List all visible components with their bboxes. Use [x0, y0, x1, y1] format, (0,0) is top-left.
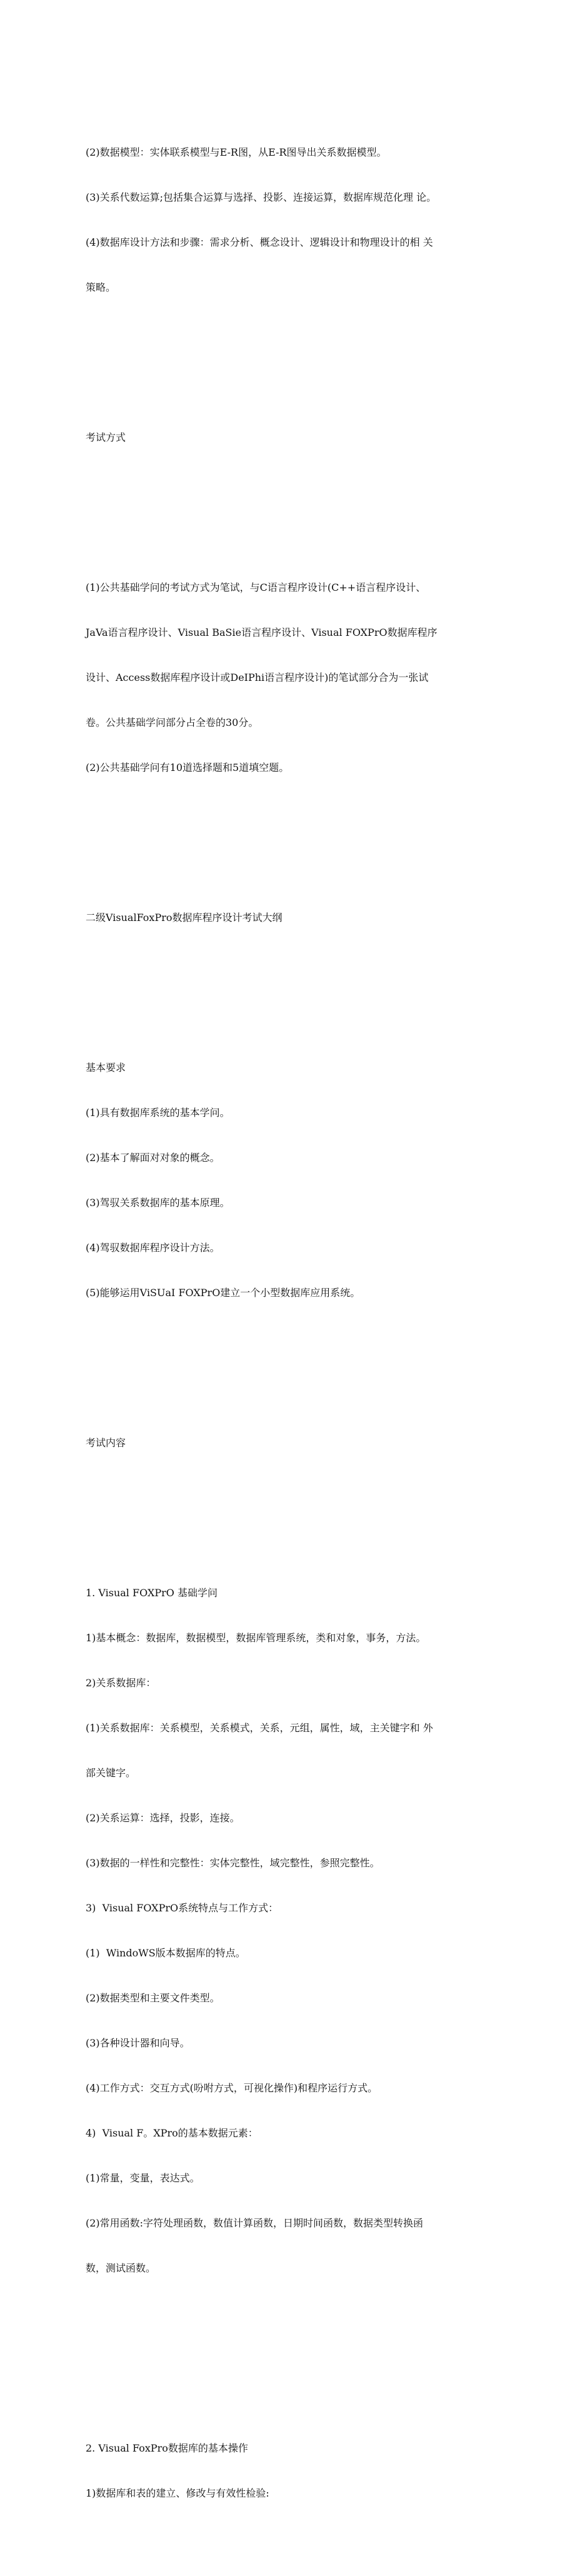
text-line: 部关键字。: [86, 1767, 136, 1779]
text-line: (3)数据的一样性和完整性：实体完整性，域完整性，参照完整性。: [86, 1857, 380, 1869]
section-heading-exam-method: 考试方式: [86, 431, 126, 443]
text-line: (1)具有数据库系统的基本学问。: [86, 1107, 230, 1119]
spacer: [86, 850, 498, 865]
text-line: (3)关系代数运算;包括集合运算与选择、投影、连接运算，数据库规范化理 论。: [86, 191, 437, 203]
intro-section: [86, 115, 498, 325]
text-line: (3)各种设计器和向导。: [86, 2037, 190, 2049]
text-line: 1)基本概念：数据库，数据模型，数据库管理系统，类和对象，事务，方法。: [86, 1632, 426, 1644]
subsection-heading: 1. Visual FOXPrO 基础学问: [86, 1587, 218, 1599]
section-heading-exam-content: 考试内容: [86, 1437, 126, 1449]
text-line: (4)工作方式：交互方式(吩咐方式，可视化操作)和程序运行方式。: [86, 2082, 378, 2094]
text-line: (4)驾驭数据库程序设计方法。: [86, 1242, 220, 1254]
spacer: [86, 1496, 498, 1511]
text-line: (4)数据库设计方法和步骤：需求分析、概念设计、逻辑设计和物理设计的相 关: [86, 236, 433, 248]
text-line: 设计、Access数据库程序设计或DeIPhi语言程序设计)的笔试部分合为一张试: [86, 672, 429, 683]
text-line: (2)关系运算：选择，投影，连接。: [86, 1812, 240, 1824]
exam-method-section: [86, 550, 498, 805]
text-line: (3)驾驭关系数据库的基本原理。: [86, 1197, 230, 1209]
text-line: 数，测试函数。: [86, 2262, 156, 2274]
text-line: JaVa语言程序设计、Visual BaSie语言程序设计、Visual FOXPrO数据库程序: [86, 626, 438, 638]
text-line: (1) WindoWS版本数据库的特点。: [86, 1947, 246, 1959]
document-title: 二级VisualFoxPro数据库程序设计考试大纲: [86, 912, 282, 923]
basic-requirements-section: [86, 1030, 498, 1331]
subsection-heading: 2. Visual FoxPro数据库的基本操作: [86, 2442, 248, 2454]
text-line: (2)基本了解面对对象的概念。: [86, 1152, 220, 1164]
exam-content-part-2: [86, 2411, 498, 2531]
text-line: 3) Visual FOXPrO系统特点与工作方式：: [86, 1902, 279, 1914]
spacer: [86, 370, 498, 385]
text-line: 1)数据库和表的建立、修改与有效性检验:: [86, 2487, 269, 2499]
text-line: (2)公共基础学问有10道选择题和5道填空题。: [86, 762, 289, 773]
text-line: (1)常量，变量，表达式。: [86, 2172, 200, 2184]
text-line: (1)公共基础学问的考试方式为笔试，与C语言程序设计(C++语言程序设计、: [86, 581, 426, 593]
spacer: [86, 2351, 498, 2366]
text-line: (5)能够运用ViSUaI FOXPrO建立一个小型数据库应用系统。: [86, 1287, 361, 1299]
text-line: (2)常用函数:字符处理函数，数值计算函数，日期时间函数，数据类型转换函: [86, 2217, 424, 2229]
text-line: (1)关系数据库：关系模型，关系模式，关系，元组，属性，域，主关键字和 外: [86, 1722, 433, 1734]
document-body: [86, 70, 498, 2576]
text-line: (2)数据类型和主要文件类型。: [86, 1992, 220, 2004]
spacer: [86, 490, 498, 505]
text-line: 4) Visual F。XPro的基本数据元素：: [86, 2127, 258, 2139]
spacer: [86, 970, 498, 985]
exam-content-part-1: [86, 1556, 498, 2306]
section-heading-basic-requirements: 基本要求: [86, 1062, 126, 1074]
text-line: (2)数据模型：实体联系模型与E-R图，从E-R图导出关系数据模型。: [86, 146, 387, 158]
text-line: 2)关系数据库：: [86, 1677, 156, 1689]
spacer: [86, 1376, 498, 1391]
text-line: 策略。: [86, 281, 116, 293]
text-line: 卷。公共基础学问部分占全卷的30分。: [86, 717, 259, 728]
